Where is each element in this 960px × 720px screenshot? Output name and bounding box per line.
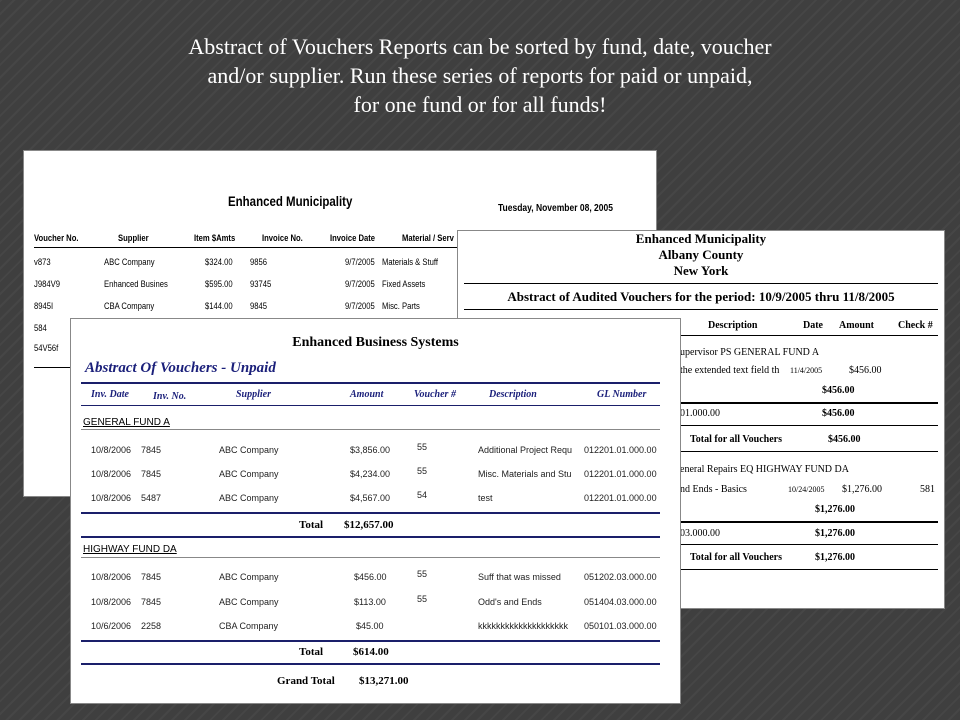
col-check: Check # — [898, 320, 933, 331]
table-cell: $595.00 — [205, 279, 233, 289]
table-cell: $324.00 — [205, 257, 233, 267]
table-cell: 9845 — [250, 301, 268, 311]
row-inv-no: 5487 — [141, 493, 162, 503]
col-supplier: Supplier — [236, 389, 272, 400]
fund-total: $614.00 — [353, 646, 389, 658]
fund-label: eneral Repairs EQ HIGHWAY FUND DA — [680, 464, 849, 475]
row-amount: $456.00 — [354, 572, 387, 582]
row-inv-no: 7845 — [141, 572, 162, 582]
row-gl: 051404.03.000.00 — [584, 597, 657, 607]
item-amount: $456.00 — [849, 365, 882, 376]
table-cell: 9856 — [250, 257, 268, 267]
row-gl: 012201.01.000.00 — [584, 469, 657, 479]
fund-total-label: Total — [299, 519, 324, 531]
period-title: Abstract of Audited Vouchers for the period: 10/9/2005 thru 11/8/2005 — [507, 289, 895, 304]
table-cell: CBA Company — [104, 301, 155, 311]
fund-subtotal: $1,276.00 — [815, 504, 855, 515]
col-invoice-date: Invoice Date — [330, 233, 376, 243]
item-date: 11/4/2005 — [790, 366, 823, 375]
slide-headline — [60, 32, 900, 119]
col-date: Date — [803, 320, 823, 331]
row-date: 10/8/2006 — [91, 493, 132, 503]
divider — [680, 451, 938, 452]
total-rule — [81, 536, 660, 538]
report-date: Tuesday, November 08, 2005 — [498, 203, 613, 214]
county-name: Albany County — [658, 247, 744, 262]
row-gl: 051202.03.000.00 — [584, 572, 657, 582]
row-amount: $3,856.00 — [350, 445, 391, 455]
check-number: 581 — [920, 484, 935, 495]
table-cell: Materials & Stuff — [382, 257, 438, 267]
table-cell: 584 — [34, 323, 47, 333]
fund-total-label: Total — [299, 646, 324, 658]
report-title: Enhanced Municipality — [228, 193, 353, 209]
row-description: Misc. Materials and Stu — [478, 469, 572, 479]
unpaid-vouchers-report — [71, 319, 680, 703]
row-inv-no: 7845 — [141, 469, 162, 479]
table-cell: 9/7/2005 — [345, 279, 375, 289]
state-name: New York — [673, 263, 729, 278]
item-amount: $1,276.00 — [842, 484, 882, 495]
divider — [680, 521, 938, 523]
row-description: kkkkkkkkkkkkkkkkkkkk — [478, 621, 568, 631]
municipality-name: Enhanced Municipality — [635, 231, 767, 246]
row-description: Odd's and Ends — [478, 597, 542, 607]
company-name: Enhanced Business Systems — [292, 335, 459, 350]
row-amount: $45.00 — [356, 621, 384, 631]
fund-heading: GENERAL FUND A — [83, 417, 170, 428]
row-supplier: ABC Company — [219, 572, 279, 582]
row-amount: $4,567.00 — [350, 493, 391, 503]
fund-subtotal: $456.00 — [822, 385, 855, 396]
total-amount: $1,276.00 — [815, 552, 855, 563]
row-date: 10/8/2006 — [91, 572, 132, 582]
row-date: 10/8/2006 — [91, 597, 132, 607]
row-description: test — [478, 493, 493, 503]
row-supplier: CBA Company — [219, 621, 279, 631]
col-description: Description — [489, 389, 537, 400]
table-cell: 54V56f — [34, 343, 59, 353]
row-inv-no: 2258 — [141, 621, 162, 631]
row-gl: 012201.01.000.00 — [584, 445, 657, 455]
total-label: Total for all Vouchers — [690, 434, 782, 445]
col-item-amts: Item $Amts — [194, 233, 236, 243]
row-date: 10/8/2006 — [91, 445, 132, 455]
row-voucher: 55 — [417, 569, 428, 579]
item-date: 10/24/2005 — [788, 485, 825, 494]
row-description: Suff that was missed — [478, 572, 561, 582]
row-gl: 012201.01.000.00 — [584, 493, 657, 503]
row-voucher: 55 — [417, 442, 428, 452]
table-cell: 8945I — [34, 301, 54, 311]
divider — [680, 335, 938, 336]
row-voucher: 55 — [417, 594, 428, 604]
row-date: 10/6/2006 — [91, 621, 132, 631]
gl-number: 03.000.00 — [680, 528, 720, 539]
row-supplier: ABC Company — [219, 445, 279, 455]
row-voucher: 54 — [417, 490, 428, 500]
row-amount: $4,234.00 — [350, 469, 391, 479]
total-rule — [81, 640, 660, 642]
row-supplier: ABC Company — [219, 493, 279, 503]
gl-number: 01.000.00 — [680, 408, 720, 419]
grand-total: $13,271.00 — [359, 675, 409, 687]
col-material-service: Material / Serv — [402, 233, 454, 243]
total-rule — [81, 512, 660, 514]
grand-total-label: Grand Total — [277, 675, 335, 687]
row-voucher: 55 — [417, 466, 428, 476]
table-cell: Enhanced Busines — [104, 279, 168, 289]
col-gl-number: GL Number — [597, 389, 647, 400]
total-rule — [81, 663, 660, 665]
row-supplier: ABC Company — [219, 597, 279, 607]
header-rule — [81, 382, 660, 384]
report-title: Abstract Of Vouchers - Unpaid — [85, 360, 276, 376]
col-amount: Amount — [839, 320, 875, 331]
fund-total: $12,657.00 — [344, 519, 394, 531]
item-text: nd Ends - Basics — [680, 484, 747, 495]
table-cell: ABC Company — [104, 257, 155, 267]
fund-rule — [81, 429, 660, 430]
col-inv-date: Inv. Date — [91, 389, 129, 400]
row-inv-no: 7845 — [141, 445, 162, 455]
item-text: the extended text field th — [680, 365, 780, 376]
row-inv-no: 7845 — [141, 597, 162, 607]
header-rule — [81, 405, 660, 406]
col-supplier: Supplier — [118, 233, 149, 243]
col-voucher: Voucher # — [414, 389, 456, 400]
row-gl: 050101.03.000.00 — [584, 621, 657, 631]
total-amount: $456.00 — [828, 434, 861, 445]
col-amount: Amount — [350, 389, 384, 400]
headline-line-1: Abstract of Vouchers Reports can be sorted by fund, date, voucher — [188, 34, 772, 59]
total-label: Total for all Vouchers — [690, 552, 782, 563]
row-description: Additional Project Requ — [478, 445, 573, 455]
col-inv-no: Inv. No. — [153, 391, 187, 402]
table-cell: Fixed Assets — [382, 279, 426, 289]
headline-line-2: and/or supplier. Run these series of reports for paid or unpaid, — [207, 63, 753, 88]
divider — [680, 544, 938, 545]
gl-amount: $1,276.00 — [815, 528, 855, 539]
fund-heading: HIGHWAY FUND DA — [83, 544, 177, 555]
headline-line-3: for one fund or for all funds! — [353, 92, 607, 117]
table-cell: J984V9 — [34, 279, 60, 289]
divider — [680, 425, 938, 426]
row-date: 10/8/2006 — [91, 469, 132, 479]
divider — [680, 402, 938, 404]
col-voucher-no: Voucher No. — [34, 233, 79, 243]
table-cell: 93745 — [250, 279, 272, 289]
fund-label: upervisor PS GENERAL FUND A — [680, 347, 820, 358]
gl-amount: $456.00 — [822, 408, 855, 419]
row-amount: $113.00 — [354, 597, 386, 607]
divider — [680, 569, 938, 570]
table-cell: Misc. Parts — [382, 301, 420, 311]
divider — [464, 309, 938, 310]
col-invoice-no: Invoice No. — [262, 233, 303, 243]
row-supplier: ABC Company — [219, 469, 279, 479]
fund-rule — [81, 557, 660, 558]
table-cell: 9/7/2005 — [345, 301, 375, 311]
table-cell: v873 — [34, 257, 51, 267]
table-cell: 9/7/2005 — [345, 257, 375, 267]
table-cell: $144.00 — [205, 301, 233, 311]
divider — [464, 283, 938, 284]
col-description: Description — [708, 320, 758, 331]
